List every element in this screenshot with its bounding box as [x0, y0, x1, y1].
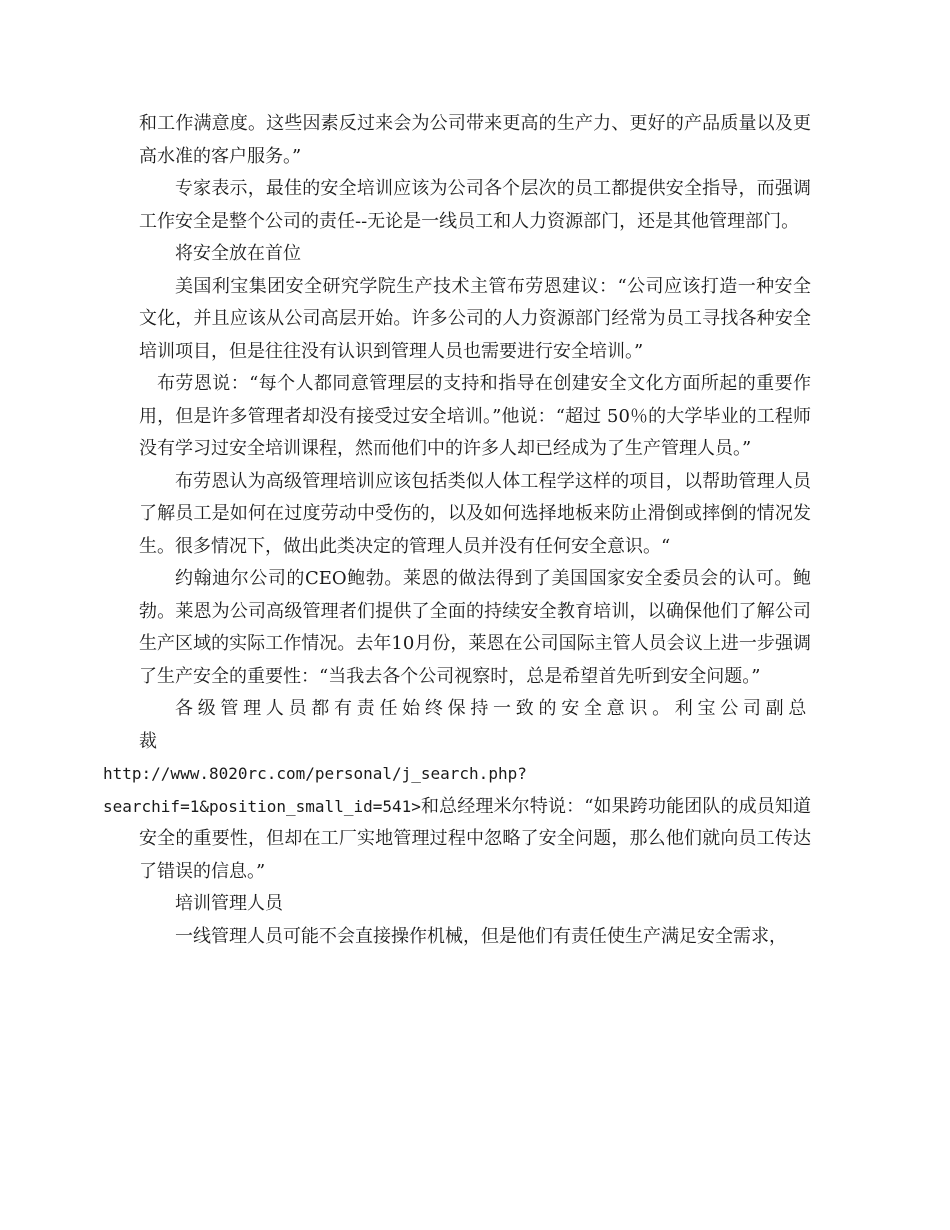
- paragraph-continuation: 和工作满意度。这些因素反过来会为公司带来更高的生产力、更好的产品质量以及更高水准的客户服务。”: [139, 113, 811, 167]
- paragraph-expert-opinion: 专家表示，最佳的安全培训应该为公司各个层次的员工都提供安全指导，而强调工作安全是整个公司的责任--无论是一线员工和人力资源部门，还是其他管理部门。: [139, 178, 811, 232]
- embedded-url-line-2: searchif=1&position_small_id=541>: [103, 796, 421, 816]
- section-heading-train-managers: 培训管理人员: [175, 893, 283, 914]
- paragraph-consistent-awareness: [103, 693, 811, 888]
- paragraph-braun-suggestion: 美国利宝集团安全研究学院生产技术主管布劳恩建议：“公司应该打造一种安全文化，并且应该从公司高层开始。许多公司的人力资源部门经常为员工寻找各种安全培训项目，但是往往没有认识到管理人员也需要进行安全培训。”: [139, 275, 811, 362]
- paragraph-consistent-awareness-lead: 各级管理人员都有责任始终保持一致的安全意识。利宝公司副总裁: [139, 698, 811, 752]
- paragraph-braun-quote: 布劳恩说：“每个人都同意管理层的支持和指导在创建安全文化方面所起的重要作用，但是许多管理者却没有接受过安全培训。”他说：“超过 50％的大学毕业的工程师没有学习过安全培训课程，然而他们中的许多人却已经成为了生产管理人员。”: [139, 373, 811, 459]
- paragraph-consistent-awareness-tail: 和总经理米尔特说：“如果跨功能团队的成员知道安全的重要性，但却在工厂实地管理过程中忽略了安全问题，那么他们就向员工传达了错误的信息。”: [139, 795, 811, 882]
- paragraph-frontline-managers: 一线管理人员可能不会直接操作机械，但是他们有责任使生产满足安全需求，: [175, 925, 787, 947]
- section-heading-safety-first: 将安全放在首位: [175, 243, 301, 264]
- embedded-url-line-1: http://www.8020rc.com/personal/j_search.php?: [103, 764, 527, 783]
- document-page: [103, 108, 811, 953]
- paragraph-john-deere: 约翰迪尔公司的CEO鲍勃。莱恩的做法得到了美国国家安全委员会的认可。鲍勃。莱恩为公司高级管理者们提供了全面的持续安全教育培训，以确保他们了解公司生产区域的实际工作情况。去年10月份，莱恩在公司国际主管人员会议上进一步强调了生产安全的重要性：“当我去各个公司视察时，总是希望首先听到安全问题。”: [139, 568, 811, 687]
- paragraph-management-training: 布劳恩认为高级管理培训应该包括类似人体工程学这样的项目，以帮助管理人员了解员工是如何在过度劳动中受伤的，以及如何选择地板来防止滑倒或摔倒的情况发生。很多情况下，做出此类决定的管理人员并没有任何安全意识。“: [139, 470, 811, 557]
